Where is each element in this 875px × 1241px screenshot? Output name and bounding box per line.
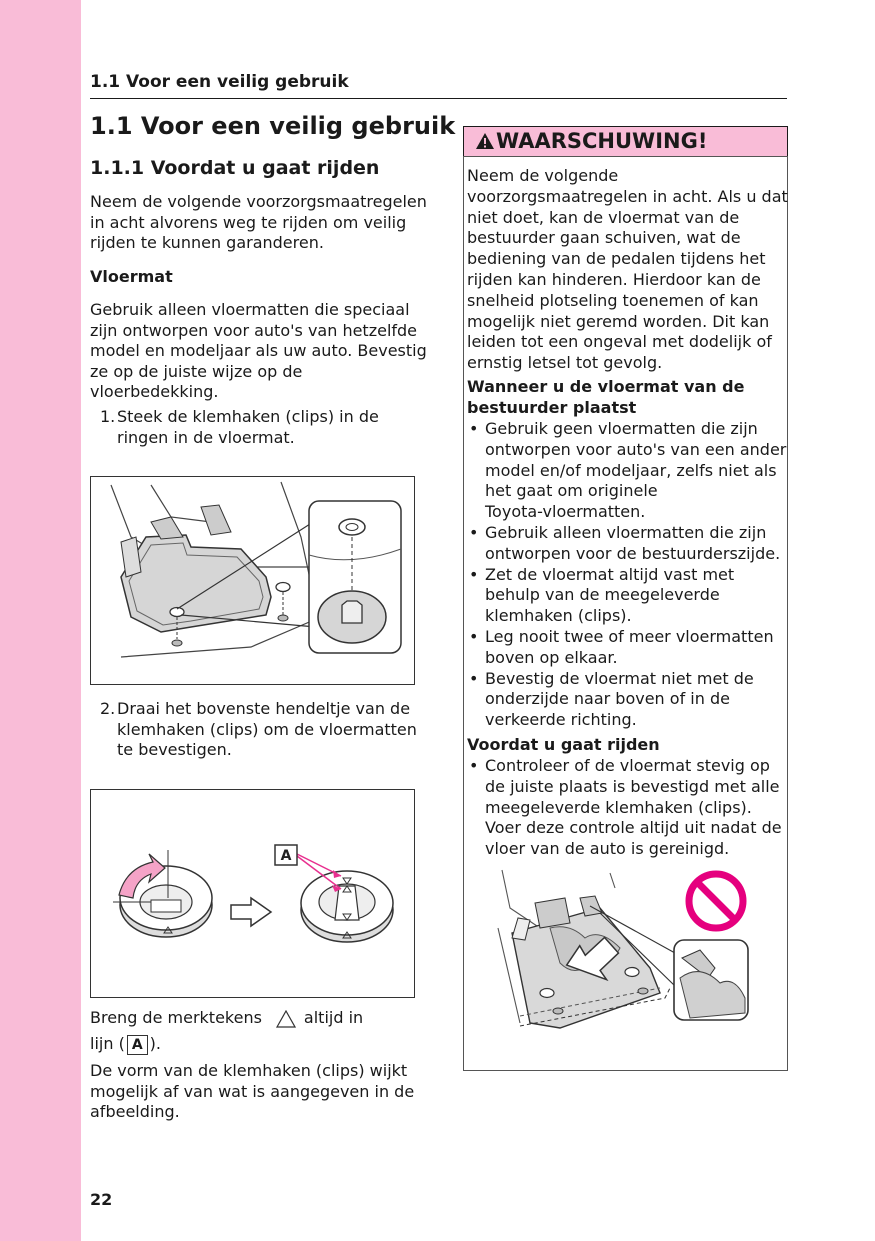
figure-clip-rotation bbox=[90, 789, 415, 998]
shape-note: De vorm van de klemhaken (clips) wijkt mogelijk af van wat is aangegeven in de afbeelding. bbox=[90, 1061, 415, 1122]
header-rule bbox=[90, 98, 787, 99]
floormat-heading: Vloermat bbox=[90, 267, 173, 286]
side-color-bar bbox=[0, 0, 81, 1241]
figure-marker-label: A bbox=[280, 848, 292, 864]
alignment-note: Breng de merktekens altijd in lijn ( A ). bbox=[90, 1008, 364, 1053]
warning-title: WAARSCHUWING! bbox=[496, 129, 708, 153]
list-item: • Gebruik alleen vloermatten die zijn ontworpen voor de bestuurderszijde. bbox=[469, 522, 781, 563]
running-header: 1.1 Voor een veilig gebruik bbox=[90, 72, 349, 92]
floormat-paragraph: Gebruik alleen vloermatten die speciaal zijn ontworpen voor auto's van hetzelfde model en modeljaar als uw auto. Bevestig ze op de juiste wijze op de vloerbedekking. bbox=[90, 300, 427, 402]
section-title: 1.1 Voor een veilig gebruik bbox=[90, 112, 456, 140]
step-1: 1. Steek de klemhaken (clips) in de ringen in de vloermat. bbox=[100, 407, 379, 447]
step-2: 2. Draai het bovenste hendeltje van de klemhaken (clips) om de vloermatten te bevestigen. bbox=[100, 699, 417, 760]
warning-intro: Neem de volgende voorzorgsmaatregelen in acht. Als u dat niet doet, kan de vloermat van de bestuurder gaan schuiven, wat de bediening van de pedalen tijdens het rijden kan hinderen. Hierdoor kan de snelheid plotseling toenemen of kan mogelijk niet geremd worden. Dit kan leiden tot een ongeval met dodelijk of ernstig letsel tot gevolg. bbox=[467, 166, 788, 373]
list-item: • Gebruik geen vloermatten die zijn ontworpen voor auto's van een ander model en/of modeljaar, zelfs niet als het gaat om originele Toyota-vloermatten. bbox=[469, 419, 787, 522]
warning-triangle-icon bbox=[474, 127, 496, 156]
list-item: • Controleer of de vloermat stevig op de juiste plaats is bevestigd met alle meegeleverde klemhaken (clips). Voer deze controle altijd uit nadat de vloer van de auto is gereinigd. bbox=[469, 756, 782, 859]
marker-a-badge: A bbox=[127, 1035, 148, 1055]
warning-header bbox=[463, 126, 788, 157]
warning-bullet-list-1 bbox=[467, 419, 786, 731]
warning-subheading-placement: Wanneer u de vloermat van de bestuurder plaatst bbox=[467, 377, 745, 417]
list-item: • Zet de vloermat altijd vast met behulp van de meegeleverde klemhaken (clips). bbox=[469, 564, 735, 626]
list-item: • Bevestig de vloermat niet met de onderzijde naar boven of in de verkeerde richting. bbox=[469, 668, 754, 730]
warning-bullet-list-2 bbox=[467, 756, 782, 860]
figure-clip-insertion bbox=[90, 476, 415, 685]
list-item: • Leg nooit twee of meer vloermatten boven op elkaar. bbox=[469, 626, 774, 667]
subsection-title: 1.1.1 Voordat u gaat rijden bbox=[90, 157, 380, 179]
page-number: 22 bbox=[90, 1190, 113, 1209]
warning-subheading-before-driving: Voordat u gaat rijden bbox=[467, 735, 660, 754]
figure-wrong-mat-placement bbox=[490, 868, 752, 1038]
triangle-marker-icon bbox=[276, 1010, 296, 1028]
intro-paragraph: Neem de volgende voorzorgsmaatregelen in acht alvorens weg te rijden om veilig rijden te kunnen garanderen. bbox=[90, 192, 427, 253]
